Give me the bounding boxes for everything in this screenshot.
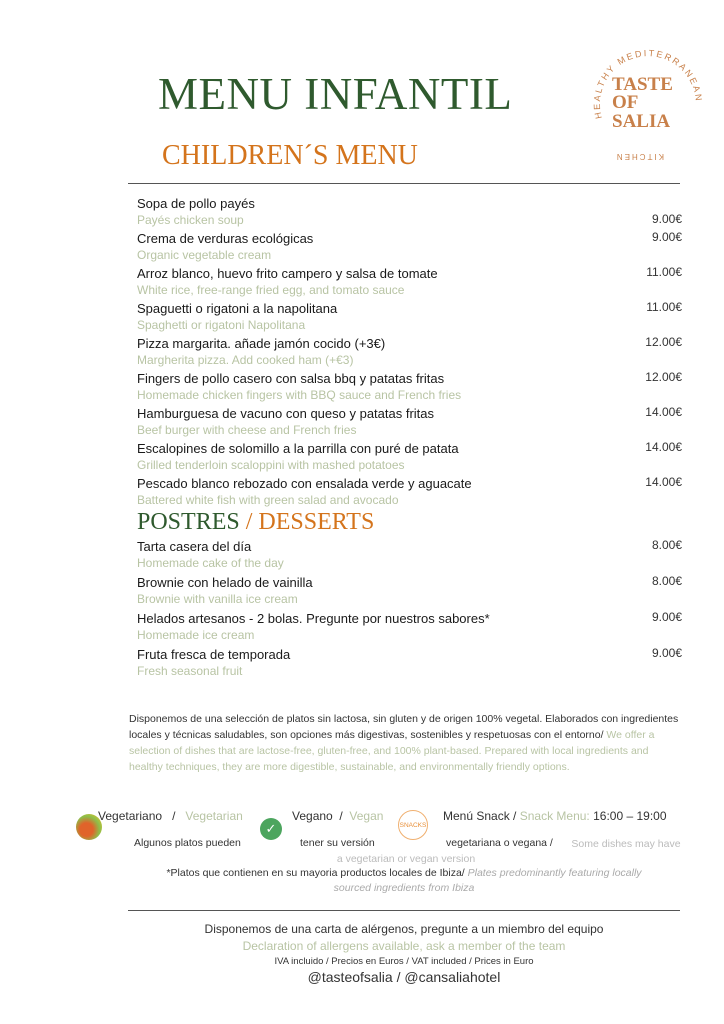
menu-item	[137, 370, 682, 404]
versions-text-2: tener su versión	[300, 837, 375, 849]
vegan-en: Vegan	[349, 809, 384, 823]
item-name-es: Arroz blanco, huevo frito campero y salsa de tomate	[137, 266, 438, 281]
divider	[128, 910, 680, 911]
legend-vegetarian: Vegetariano / Vegetarian	[98, 809, 243, 823]
item-name-en: Spaghetti or rigatoni Napolitana	[137, 318, 306, 332]
menu-item	[137, 440, 682, 474]
menu-item	[137, 574, 682, 608]
menu-item	[137, 195, 682, 229]
item-name-es: Pescado blanco rebozado con ensalada verde y aguacate	[137, 476, 472, 491]
item-name-es: Helados artesanos - 2 bolas. Pregunte por nuestros sabores*	[137, 611, 490, 626]
allergens-en: Declaration of allergens available, ask a member of the team	[242, 939, 566, 953]
item-name-en: White rice, free-range fried egg, and tomato sauce	[137, 283, 405, 297]
item-price: 8.00€	[651, 574, 682, 588]
veg-es: Vegetariano	[98, 809, 163, 823]
item-price: 9.00€	[651, 646, 682, 660]
sep: /	[239, 509, 259, 535]
item-name-en: Grilled tenderloin scaloppini with mashed potatoes	[137, 458, 405, 472]
item-name-en: Margherita pizza. Add cooked ham (+€3)	[137, 353, 354, 367]
item-price: 11.00€	[646, 265, 682, 279]
item-name-es: Hamburguesa de vacuno con queso y patatas fritas	[137, 406, 435, 421]
legend-snack	[443, 809, 667, 823]
item-name-en: Homemade cake of the day	[137, 556, 284, 570]
dietary-note	[129, 711, 685, 775]
item-name-es: Brownie con helado de vainilla	[137, 575, 313, 590]
item-price: 8.00€	[651, 538, 682, 552]
menu-item	[137, 475, 682, 509]
item-price: 14.00€	[645, 405, 682, 419]
item-price: 9.00€	[651, 610, 682, 624]
item-name-es: Sopa de pollo payés	[137, 196, 255, 211]
item-price: 9.00€	[651, 230, 682, 244]
taste-of-salia-logo	[582, 38, 712, 166]
item-name-en: Beef burger with cheese and French fries	[137, 423, 357, 437]
logo-arc-bottom: KITCHEN	[614, 152, 664, 161]
versions-es: vegetariana o vegana /	[446, 837, 553, 849]
note-es: Disponemos de una selección de platos sin lactosa, sin gluten y de origen 100% vegetal. Elaborados con ingredientes locales y técnicas saludables, son opciones más digestivas, sostenibles y respetuosas con el entorno/	[129, 713, 679, 741]
vegan-icon: ✓	[260, 818, 282, 840]
menu-item	[137, 335, 682, 369]
logo-line: OF	[612, 92, 639, 113]
local-note	[128, 866, 680, 896]
menu-item	[137, 538, 682, 572]
item-name-en: Brownie with vanilla ice cream	[137, 592, 298, 606]
snack-es: Menú Snack /	[443, 809, 520, 823]
item-name-en: Battered white fish with green salad and avocado	[137, 493, 399, 507]
desserts-heading-en: DESSERTS	[258, 509, 375, 535]
item-name-en: Homemade ice cream	[137, 628, 255, 642]
desserts-heading-es: POSTRES	[137, 509, 240, 535]
menu-item	[137, 300, 682, 334]
snacks-icon: SNACKS	[398, 810, 428, 840]
item-name-es: Spaguetti o rigatoni a la napolitana	[137, 301, 338, 316]
vat-note: IVA incluido / Precios en Euros / VAT included / Prices in Euro	[274, 956, 534, 967]
local-en: Plates predominantly featuring locally sourced ingredients from Ibiza	[333, 867, 642, 894]
social-handles[interactable]: @tasteofsalia / @cansaliahotel	[307, 969, 501, 985]
item-name-es: Pizza margarita. añade jamón cocido (+3€)	[137, 336, 386, 351]
desserts-heading	[137, 509, 374, 536]
menu-item	[137, 646, 682, 680]
item-name-es: Tarta casera del día	[137, 539, 252, 554]
vegan-es: Vegano	[292, 809, 333, 823]
note-en: We offer a selection of dishes that are lactose-free, gluten-free, and 100% plant-based. Prepared with local ingredients and healthy techniques, they are more digestible, sustainable, and environmentally friendly options.	[129, 729, 655, 773]
item-name-en: Homemade chicken fingers with BBQ sauce and French fries	[137, 388, 462, 402]
menu-item	[137, 610, 682, 644]
menu-item	[137, 230, 682, 264]
item-price: 12.00€	[645, 335, 682, 349]
versions-text-1: Algunos platos pueden	[134, 837, 241, 849]
local-es: *Platos que contienen en su mayoria productos locales de Ibiza/	[166, 867, 468, 879]
item-name-en: Organic vegetable cream	[137, 248, 272, 262]
item-price: 9.00€	[651, 212, 682, 226]
item-price: 14.00€	[645, 475, 682, 489]
item-name-es: Fingers de pollo casero con salsa bbq y patatas fritas	[137, 371, 445, 386]
divider	[128, 183, 680, 184]
logo-line: TASTE	[612, 74, 673, 95]
page-title: MENU INFANTIL	[158, 69, 513, 119]
item-name-en: Payés chicken soup	[137, 213, 244, 227]
page-subtitle: CHILDREN´S MENU	[162, 140, 418, 171]
item-price: 12.00€	[645, 370, 682, 384]
item-name-es: Fruta fresca de temporada	[137, 647, 291, 662]
item-name-es: Escalopines de solomillo a la parrilla con puré de patata	[137, 441, 459, 456]
menu-item	[137, 265, 682, 299]
allergens-es: Disponemos de una carta de alérgenos, pregunte a un miembro del equipo	[204, 922, 604, 936]
logo-arc-text: HEALTHY MEDITERRANEAN	[591, 48, 705, 120]
item-price: 14.00€	[645, 440, 682, 454]
versions-en: Some dishes may have a vegetarian or vegan version	[336, 838, 681, 865]
snack-en: Snack Menu:	[519, 809, 594, 823]
menu-item	[137, 405, 682, 439]
snack-time: 16:00 – 19:00	[593, 809, 667, 823]
veg-en: Vegetarian	[185, 809, 243, 823]
item-name-en: Fresh seasonal fruit	[137, 664, 243, 678]
item-price: 11.00€	[646, 300, 682, 314]
logo-line: SALIA	[612, 111, 671, 132]
legend-vegan: Vegano / Vegan	[292, 809, 384, 823]
item-name-es: Crema de verduras ecológicas	[137, 231, 314, 246]
